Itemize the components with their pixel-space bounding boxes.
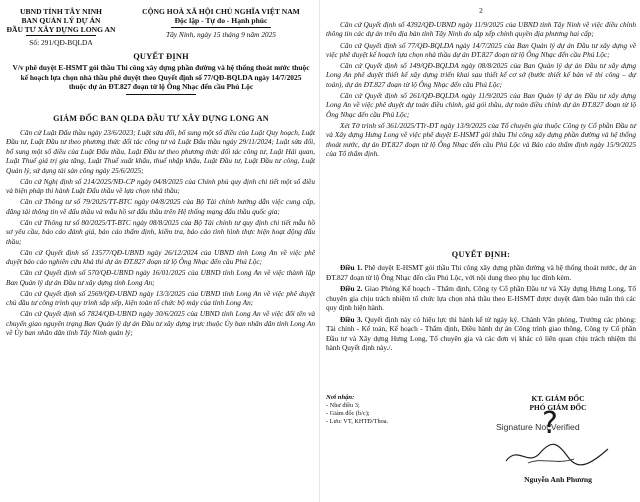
signature-authority: KT. GIÁM ĐỐC <box>531 394 585 403</box>
basis-paragraph: Căn cứ Quyết định số 13577/QĐ-UBND ngày 26/12/2024 của UBND tỉnh Long An về việc phê duyệt báo cáo nghiên cứu khả thi dự án ĐT.827 đoạn từ lộ Ông Nhạc đến cầu Phú Lộc; <box>6 247 315 267</box>
article-1 <box>326 263 636 282</box>
basis-paragraph: Căn cứ Luật Đấu thầu ngày 23/6/2023; Luật sửa đổi, bổ sung một số điều của Luật Quy hoạch, Luật Đầu tư, Luật Đầu tư theo phương thức đối tác công tư và Luật Đấu thầu ngày 29/11/2024; Luật sửa đổi, bổ sung một số điều của Luật Đấu thầu, Luật Đầu tư theo phương thức đối tác công tư, Luật Hải quan, Luật Thuế giá trị gia tăng, Luật Thuế xuất khẩu, thuế nhập khẩu, Luật Đầu tư, Luật Đầu tư công, Luật Quản lý, sử dụng tài sản công ngày 25/6/2025; <box>6 128 315 175</box>
signature-block <box>478 394 638 484</box>
director-heading: GIÁM ĐỐC BAN QLDA ĐẦU TƯ XÂY DỰNG LONG AN <box>53 114 269 123</box>
article-3 <box>326 315 636 353</box>
agency-header <box>2 7 120 47</box>
basis-paragraph: Căn cứ Thông tư số 79/2025/TT-BTC ngày 04/8/2025 của Bộ Tài chính hướng dẫn việc cung cấp, đăng tải thông tin về đấu thầu và mẫu hồ sơ đấu thầu trên Hệ thống mạng đấu thầu quốc gia; <box>6 197 315 216</box>
question-mark-icon: ? <box>542 405 558 441</box>
recipients-block <box>326 394 456 426</box>
document-page-2 <box>322 0 640 502</box>
document-title: QUYẾT ĐỊNH <box>133 52 189 61</box>
basis-paragraph: Căn cứ Quyết định số 149/QĐ-BQLDA ngày 08/8/2025 của Ban Quản lý dự án Đầu tư xây dựng Long An phê duyệt thiết kế xây dựng triển khai sau thiết kế cơ sở (bước thiết kế bản vẽ thi công – dự toán), dự án ĐT.827 đoạn từ lộ Ông Nhạc đến cầu Phú Lộc; <box>326 61 636 89</box>
national-title: CỘNG HOÀ XÃ HỘI CHỦ NGHĨA VIỆT NAM <box>142 7 300 16</box>
article-label: Điều 2. <box>340 284 363 293</box>
articles-list <box>326 263 636 355</box>
signature-position: PHÓ GIÁM ĐỐC <box>529 403 587 413</box>
recipients-heading: Nơi nhận: <box>326 394 355 401</box>
legal-basis-page-1 <box>6 128 315 339</box>
article-2 <box>326 284 636 313</box>
article-text: Phê duyệt E-HSMT gói thầu Thi công xây dựng phần đường và hệ thống thoát nước, dự án ĐT.827 đoạn từ lộ Ông Nhạc đến cầu Phú Lộc, với nội dung theo phụ lục đính kèm. <box>326 263 636 282</box>
issue-date: Tây Ninh, ngày 15 tháng 9 năm 2025 <box>165 29 277 39</box>
handwritten-signature <box>498 439 618 469</box>
basis-paragraph: Căn cứ Thông tư số 80/2025/TT-BTC ngày 08/8/2025 của Bộ Tài chính tư quy định chi tiết mẫu hồ sơ yêu cầu, báo cáo đánh giá, báo cáo thẩm định, kiểm tra, báo cáo tình hình thực hiện hoạt động đấu thầu; <box>6 217 315 246</box>
basis-paragraph: Xét Tờ trình số 361/2025/TTr-ĐT ngày 13/9/2025 của Tổ chuyên gia thuộc Công ty Cổ phần Đầu tư và Xây dựng Hưng Long về việc phê duyệt E-HSMT gói thầu Thi công xây dựng phần đường và hệ thống thoát nước, dự án ĐT.827 đoạn từ lộ Ông Nhạc đến cầu Phú Lộc và Báo cáo thẩm định ngày 15/9/2025 của Tổ thẩm định. <box>326 120 636 159</box>
signature-status: Signature Not Verified <box>496 421 580 432</box>
national-header <box>124 7 318 39</box>
subject-underline <box>126 94 196 95</box>
agency-line-1: UBND TỈNH TÂY NINH <box>20 7 102 16</box>
document-subject <box>12 63 310 95</box>
legal-basis-page-2 <box>326 20 636 160</box>
basis-paragraph: Căn cứ Quyết định số 77/QĐ-BQLDA ngày 14/7/2025 của Ban Quản lý dự án Đầu tư xây dựng về việc phê duyệt kế hoạch lựa chọn nhà thầu dự án ĐT.827 đoạn từ lộ Ông Nhạc đến cầu Phú Lộc; <box>326 40 636 59</box>
recipient-item: - Như điều 3; <box>326 402 360 409</box>
document-number: Số: 291/QĐ-BQLDA <box>29 38 93 47</box>
recipient-item: - Lưu: VT, KHTĐ/Thoa. <box>326 418 389 425</box>
agency-line-3: ĐẦU TƯ XÂY DỰNG LONG AN <box>6 25 116 34</box>
decision-heading: QUYẾT ĐỊNH: <box>451 250 511 259</box>
basis-paragraph: Căn cứ Quyết định số 570/QĐ-UBND ngày 16/01/2025 của UBND tỉnh Long An về việc thành lập Ban Quản lý dự án Đầu tư xây dựng tỉnh Long An; <box>6 268 315 287</box>
basis-paragraph: Căn cứ Quyết định số 4392/QĐ-UBND ngày 11/9/2025 của UBND tỉnh Tây Ninh về việc điều chỉnh thông tin các dự án trên địa bàn tỉnh Tây Ninh do sắp xếp chính quyền địa phương hai cấp; <box>326 20 636 39</box>
recipient-item: - Giám đốc (b/c); <box>326 410 370 417</box>
basis-paragraph: Căn cứ Nghị định số 214/2025/NĐ-CP ngày 04/8/2025 của Chính phủ quy định chi tiết một số điều và biện pháp thi hành Luật Đấu thầu về lựa chọn nhà thầu; <box>6 176 315 196</box>
article-label: Điều 1. <box>340 263 363 272</box>
article-text: Giao Phòng Kế hoạch - Thẩm định, Công ty Cổ phần Đầu tư và Xây dựng Hưng Long, Tổ chuyên gia chịu trách nhiệm tổ chức lựa chọn nhà thầu theo E-HSMT được duyệt đảm bảo tuân thủ các quy định hiện hành. <box>326 284 636 312</box>
subject-text: V/v phê duyệt E-HSMT gói thầu Thi công xây dựng phần đường và hệ thống thoát nước thuộc kế hoạch lựa chọn nhà thầu phê duyệt theo Quyết định số 77/QĐ-BQLDA ngày 14/7/2025 thuộc dự án ĐT.827 đoạn từ lộ Ông Nhạc đến cầu Phú Lộc <box>12 63 310 92</box>
page-number: 2 <box>479 6 483 15</box>
national-motto: Độc lập - Tự do - Hạnh phúc <box>174 16 268 26</box>
basis-paragraph: Căn cứ Quyết định số 2569/QĐ-UBND ngày 13/3/2025 của UBND tỉnh Long An về việc phê duyệt chủ đầu tư công trình quy trình sắp xếp, kiện toàn tổ chức bộ máy của tỉnh Long An; <box>6 288 315 308</box>
motto-underline <box>171 27 271 28</box>
article-text: Quyết định này có hiệu lực thi hành kể từ ngày ký. Chánh Văn phòng, Trưởng các phòng: Tài chính - Kế toán, Kế hoạch - Thẩm định, Điều hành dự án Công trình giao thông, Công ty Cổ phần Đầu tư và Xây dựng Hưng Long, Tổ chuyên gia và các đơn vị khác có liên quan chịu trách nhiệm thi hành Quyết định này./. <box>326 314 636 352</box>
basis-paragraph: Căn cứ Quyết định số 7824/QĐ-UBND ngày 30/6/2025 của UBND tỉnh Long An về việc đổi tên và chuyển giao nguyên trạng Ban Quản lý dự án Đầu tư xây dựng trực thuộc Ủy ban nhân dân tỉnh Long An về Ủy ban nhân dân tỉnh Tây Ninh quản lý; <box>6 309 315 338</box>
agency-line-2: BAN QUẢN LÝ DỰ ÁN <box>21 16 101 25</box>
article-label: Điều 3. <box>340 314 363 324</box>
signer-name: Nguyễn Anh Phương <box>524 474 592 484</box>
basis-paragraph: Căn cứ Quyết định số 261/QĐ-BQLDA ngày 11/9/2025 của Ban Quản lý dự án Đầu tư xây dựng Long An về việc phê duyệt dự toán điều chỉnh, giá gói thầu, dự toán điều chỉnh dự án ĐT.827 đoạn từ lộ Ông Nhạc đến cầu Phú Lộc; <box>326 90 636 119</box>
agency-underline <box>26 35 96 36</box>
